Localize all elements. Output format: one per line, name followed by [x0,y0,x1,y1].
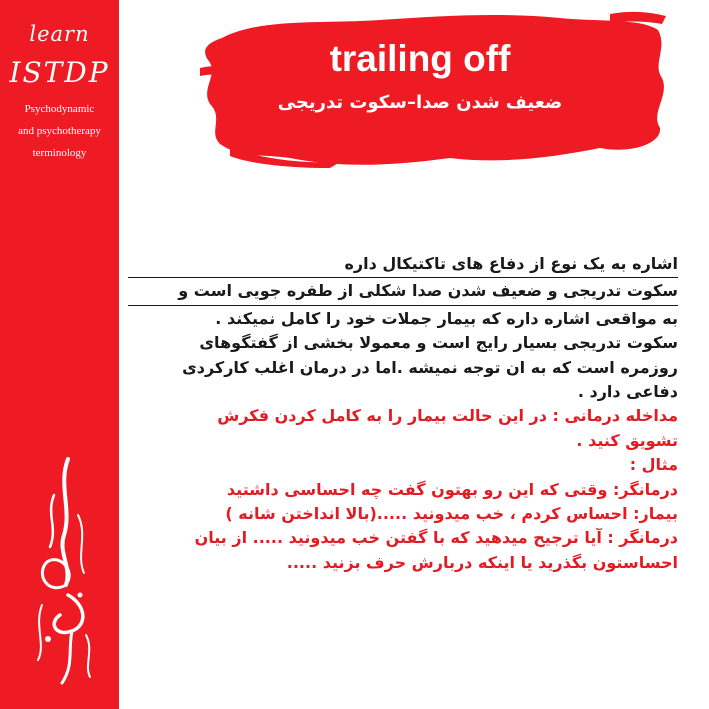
sidebar-description [0,98,119,164]
sidebar-desc-line: Psychodynamic [24,103,95,115]
sidebar-desc-line: and psychotherapy [18,125,101,137]
sidebar [0,0,119,709]
text-line: سکوت تدریجی بسیار رایج است و معمولا بخشی از گفتگوهای [199,333,678,353]
text-line: اشاره به یک نوع از دفاع های تاکتیکال داره [344,254,678,273]
text-line: به مواقعی اشاره داره که بیمار جملات خود را کامل نمیکند . [215,308,678,328]
text-line: مثال : [629,455,678,475]
text-line: بیمار: احساس کردم ، خب میدونید .....(بالا انداختن شانه ) [225,504,678,524]
divider [128,305,678,306]
sidebar-desc-line: terminology [32,147,87,159]
text-line: درمانگر : آیا ترجیح میدهید که با گفتن خب میدونید ..... از بیان [194,528,678,548]
body-text [128,252,678,575]
text-line: تشویق کنید . [576,430,678,450]
text-line: احساستون بگذرید یا اینکه دربارش حرف بزنید ..... [286,552,678,572]
sidebar-istdp-text: ISTDP [9,56,110,89]
text-line: دفاعی دارد . [577,382,678,402]
page-subtitle: ضعیف شدن صدا–سکوت تدریجی [277,92,563,113]
text-line: درمانگر: وقتی که این رو بهتون گفت چه احساسی داشتید [226,479,678,499]
text-line: مداخله درمانی : در این حالت بیمار را به کامل کردن فکرش [217,406,678,426]
brush-stroke-banner [200,8,670,168]
text-line: روزمره است که به ان توجه نمیشه .اما در درمان اغلب کارکردی [182,357,678,377]
divider [128,277,678,278]
page-title: trailing off [329,38,511,79]
calligraphy-logo-icon [28,455,100,690]
sidebar-learn-text: learn [29,22,90,46]
text-line: سکوت تدریجی و ضعیف شدن صدا شکلی از طفره جویی است و [178,281,678,301]
